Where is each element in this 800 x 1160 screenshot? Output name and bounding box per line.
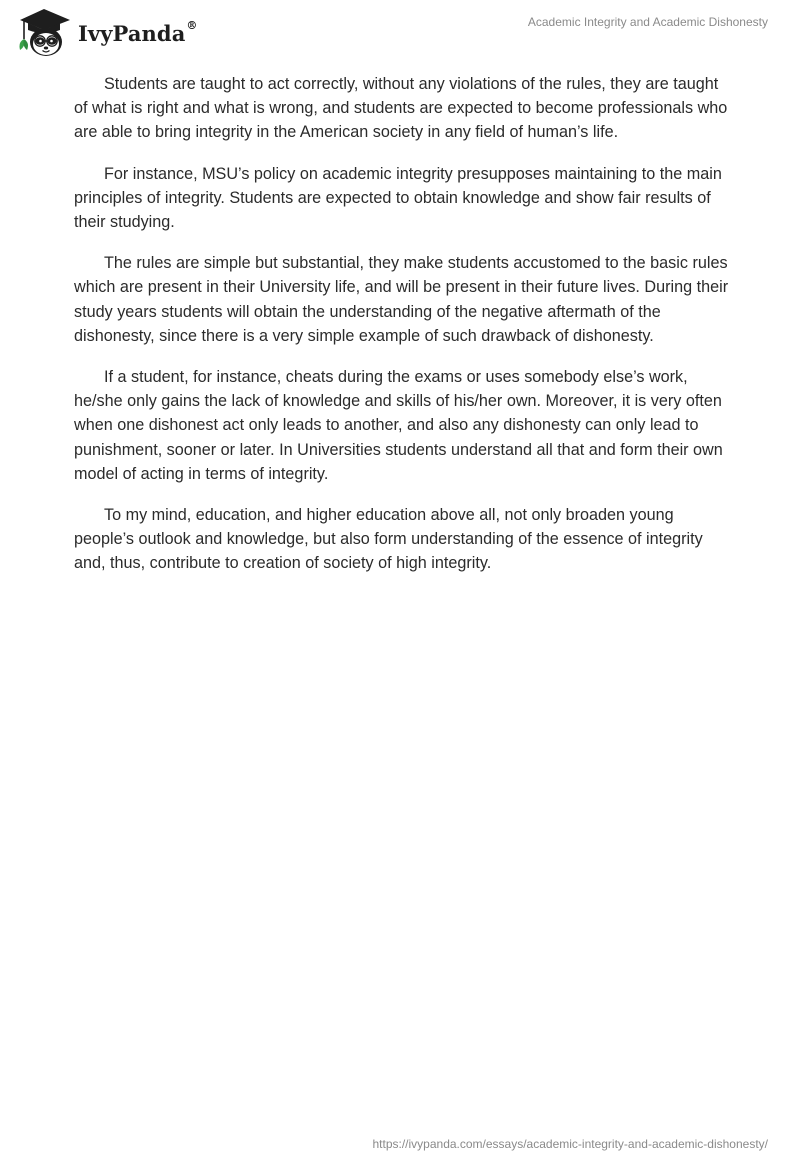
registered-mark: ®: [186, 18, 198, 32]
ivypanda-logo[interactable]: [14, 6, 198, 58]
essay-body: [74, 72, 734, 593]
paragraph: If a student, for instance, cheats during the exams or uses somebody else’s work, he/she only gains the lack of knowledge and skills of his/her own. Moreover, it is very often when one dishonest act only leads to another, and also any dishonesty can only lead to punishment, sooner or later. In Universities students understand all that and form their own model of acting in terms of integrity.: [74, 368, 723, 483]
paragraph: The rules are simple but substantial, they make students accustomed to the basic rules which are present in their University life, and will be present in their future lives. During their study years students will obtain the understanding of the negative aftermath of the dishonesty, since there is a very simple example of such drawback of dishonesty.: [74, 254, 729, 345]
brand-name-text: IvyPanda: [78, 20, 186, 46]
paragraph: To my mind, education, and higher education above all, not only broaden young people’s outlook and knowledge, but also form understanding of the essence of integrity and, thus, contribute to creation of society of high integrity.: [74, 506, 703, 573]
paragraph: For instance, MSU’s policy on academic integrity presupposes maintaining to the main principles of integrity. Students are expected to obtain knowledge and show fair results of their studying.: [74, 164, 722, 232]
brand-name: [78, 18, 198, 46]
source-url-link[interactable]: https://ivypanda.com/essays/academic-integrity-and-academic-dishonesty/: [372, 1137, 768, 1151]
panda-graduate-logo-icon: [14, 6, 76, 58]
page-header: [0, 0, 800, 64]
document-title: Academic Integrity and Academic Dishonesty: [527, 15, 768, 29]
paragraph: Students are taught to act correctly, without any violations of the rules, they are taught of what is right and what is wrong, and students are expected to become professionals who are able to bring integrity in the American society in any field of human’s life.: [74, 75, 728, 142]
